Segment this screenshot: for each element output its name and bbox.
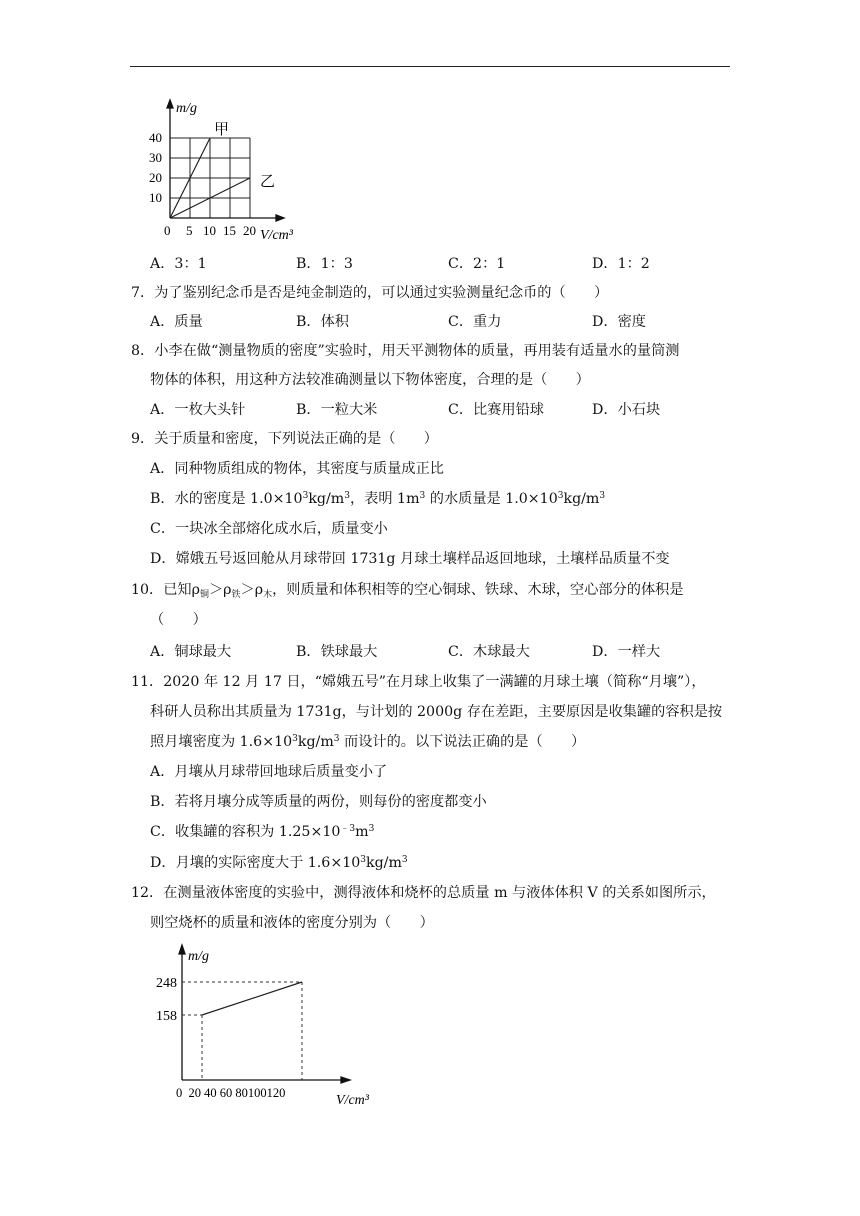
q11d-exp-1: 3 <box>360 855 366 865</box>
q9b-text-3: ，表明 1m <box>349 491 420 507</box>
q10-text-3: ＞ρ <box>240 582 264 598</box>
q11-stem-line1: 11．2020 年 12 月 17 日，“嫦娥五号”在月球上收集了一满罐的月球土壤（简称“月壤”）， <box>131 674 706 690</box>
q8-option-d[interactable]: D．小石块 <box>592 402 661 418</box>
q10-sub-wood: 木 <box>263 590 273 600</box>
q9b-text-5: kg/m <box>563 491 600 507</box>
series-yi-label: 乙 <box>260 174 276 190</box>
chart1-y-tick-20: 20 <box>149 170 162 185</box>
chart1-axes <box>167 100 284 221</box>
q9b-exp-5: 3 <box>599 491 606 501</box>
q6-option-b[interactable]: B．1：3 <box>296 256 353 272</box>
chart2-y-axis-label: m/g <box>188 949 209 964</box>
q10-option-c[interactable]: C．木球最大 <box>448 644 530 660</box>
q7-option-d[interactable]: D．密度 <box>592 314 646 330</box>
chart1-x-tick-5: 5 <box>186 223 193 238</box>
q6-option-c[interactable]: C．2：1 <box>448 256 506 272</box>
q8-option-a[interactable]: A．一枚大头针 <box>150 402 246 418</box>
chart1-x-tick-15: 15 <box>223 223 236 238</box>
chart1-x-axis-label: V/cm³ <box>260 228 293 243</box>
chart1-y-tick-40: 40 <box>149 130 162 145</box>
q10-stem <box>131 580 684 600</box>
q10-stem-line2: （ ） <box>150 612 207 628</box>
q9-option-c[interactable]: C．一块冰全部熔化成水后，质量变小 <box>150 521 388 537</box>
q11-option-d[interactable] <box>150 853 408 873</box>
q11-option-b[interactable]: B．若将月壤分成等质量的两份，则每份的密度都变小 <box>150 794 487 810</box>
q7-stem: 7．为了鉴别纪念币是否是纯金制造的，可以通过实验测量纪念币的（ ） <box>131 285 609 301</box>
header-rule <box>130 66 730 67</box>
chart1-y-axis-label: m/g <box>176 101 197 116</box>
chart1-x-tick-10: 10 <box>203 223 216 238</box>
chart2-y-tick-248: 248 <box>156 976 177 991</box>
q8-stem-line1: 8．小李在做“测量物质的密度”实验时，用天平测物体的质量，再用装有适量水的量筒测 <box>131 343 680 359</box>
q8-option-b[interactable]: B．一粒大米 <box>296 402 378 418</box>
q9b-text-1: B．水的密度是 1.0×10 <box>150 491 303 507</box>
q11-l3-exp-1: 3 <box>292 734 298 744</box>
q9-stem: 9．关于质量和密度，下列说法正确的是（ ） <box>131 431 438 447</box>
q10-sub-copper: 铜 <box>199 590 209 600</box>
q10-sub-iron: 铁 <box>231 590 241 600</box>
q11c-exp-1: ﹣3 <box>340 824 356 834</box>
q9b-exp-1: 3 <box>302 491 309 501</box>
q11c-text-2: m <box>355 824 369 840</box>
chart2-y-tick-158: 158 <box>156 1009 177 1024</box>
q10-text-1: 10．已知ρ <box>131 582 200 598</box>
q8-option-c[interactable]: C．比赛用铅球 <box>448 402 544 418</box>
q11d-exp-2: 3 <box>401 855 408 865</box>
chart1-x-tick-0: 0 <box>164 223 171 238</box>
q7-option-b[interactable]: B．体积 <box>296 314 349 330</box>
q9-option-a[interactable]: A．同种物质组成的物体，其密度与质量成正比 <box>150 461 444 477</box>
q10-text-4: ，则质量和体积相等的空心铜球、铁球、木球，空心部分的体积是 <box>272 582 684 598</box>
chart2-guides <box>182 982 302 1080</box>
q6-option-a[interactable]: A．3：1 <box>150 256 207 272</box>
mass-volume-chart-1 <box>140 96 300 246</box>
q11c-text-1: C．收集罐的容积为 1.25×10 <box>150 824 341 840</box>
q9-option-d[interactable]: D．嫦娥五号返回舱从月球带回 1731g 月球土壤样品返回地球，土壤样品质量不变 <box>150 551 670 567</box>
q12-stem-line1: 12．在测量液体密度的实验中，测得液体和烧杯的总质量 m 与液体体积 V 的关系如图所示， <box>131 885 716 901</box>
q10-option-a[interactable]: A．铜球最大 <box>150 644 232 660</box>
q11-l3-exp-2: 3 <box>333 734 340 744</box>
chart1-y-tick-30: 30 <box>149 150 162 165</box>
q12-stem-line2: 则空烧杯的质量和液体的密度分别为（ ） <box>150 915 434 931</box>
q7-option-a[interactable]: A．质量 <box>150 314 203 330</box>
chart1-grid <box>170 138 250 218</box>
q11-option-a[interactable]: A．月壤从月球带回地球后质量变小了 <box>150 764 388 780</box>
q9b-text-2: kg/m <box>308 491 345 507</box>
mass-volume-chart-2 <box>156 940 390 1110</box>
q11d-text-2: kg/m <box>366 855 402 871</box>
q10-option-d[interactable]: D．一样大 <box>592 644 661 660</box>
q11-l3-text-2: kg/m <box>297 734 334 750</box>
q11-stem-line3 <box>150 732 585 752</box>
q11-l3-text-1: 照月壤密度为 1.6×10 <box>150 734 293 750</box>
q9b-text-4: 的水质量是 1.0×10 <box>425 491 558 507</box>
q11-option-c[interactable] <box>150 822 374 842</box>
chart1-x-tick-20: 20 <box>243 223 256 238</box>
series-jia-label: 甲 <box>214 122 230 138</box>
chart1-y-tick-10: 10 <box>149 190 162 205</box>
q11c-exp-2: 3 <box>368 824 375 834</box>
q7-option-c[interactable]: C．重力 <box>448 314 502 330</box>
q8-stem-line2: 物体的体积，用这种方法较准确测量以下物体密度，合理的是（ ） <box>150 372 590 388</box>
q11-l3-text-3: 而设计的。以下说法正确的是（ ） <box>339 734 586 750</box>
q11-stem-line2: 科研人员称出其质量为 1731g，与计划的 2000g 存在差距，主要原因是收集罐的容积是按 <box>150 704 723 720</box>
q6-option-d[interactable]: D．1：2 <box>592 256 650 272</box>
chart2-series-line <box>202 982 302 1015</box>
q10-text-2: ＞ρ <box>208 582 232 598</box>
q9b-exp-4: 3 <box>557 491 564 501</box>
q9b-exp-3: 3 <box>419 491 426 501</box>
q11d-text-1: D．月壤的实际密度大于 1.6×10 <box>150 855 361 871</box>
chart2-x-ticks: 0 20 40 60 80100120 <box>176 1086 286 1100</box>
q9-option-b[interactable] <box>150 489 605 509</box>
q10-option-b[interactable]: B．铁球最大 <box>296 644 378 660</box>
chart2-x-axis-label: V/cm³ <box>336 1093 369 1108</box>
q9b-exp-2: 3 <box>344 491 350 501</box>
